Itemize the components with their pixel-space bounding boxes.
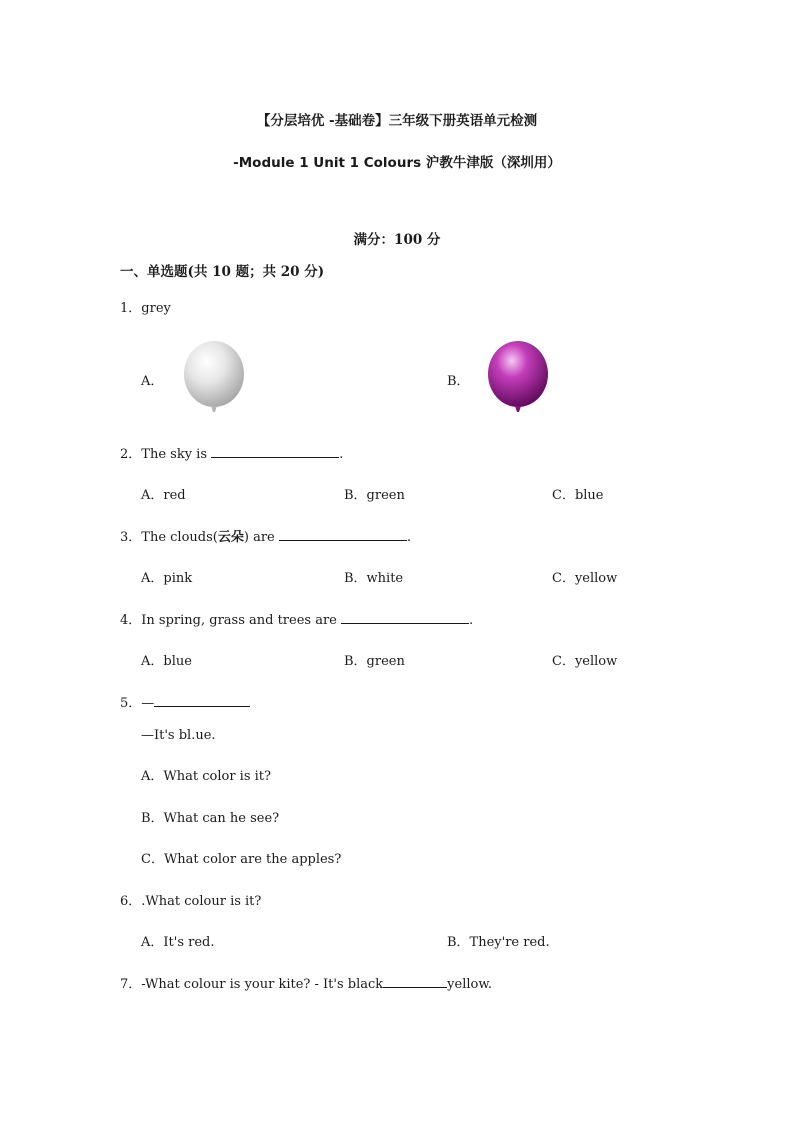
question-3	[120, 526, 411, 545]
question-4	[120, 609, 473, 628]
period: .	[339, 447, 344, 462]
question-text: grey	[141, 301, 171, 316]
option-c[interactable]: C．yellow	[552, 571, 618, 586]
question-number: 7．	[120, 977, 142, 992]
question-number: 5．	[120, 696, 142, 711]
answer-blank[interactable]	[154, 693, 250, 707]
answer-blank[interactable]	[383, 974, 447, 988]
title-line-1: 【分层培优 -基础卷】三年级下册英语单元检测	[256, 113, 538, 129]
question-number: 2．	[120, 447, 142, 462]
grey-balloon-image[interactable]	[180, 340, 250, 416]
question-number: 4．	[120, 613, 142, 628]
question-number: 3．	[120, 530, 142, 545]
purple-balloon-image[interactable]	[484, 340, 554, 416]
question-text: In spring, grass and trees are	[141, 613, 337, 628]
option-b[interactable]: B．What can he see?	[141, 811, 280, 826]
period: .	[469, 613, 474, 628]
question-text-end: ) are	[243, 530, 275, 545]
option-c[interactable]: C．blue	[552, 488, 604, 503]
answer-blank[interactable]	[279, 527, 407, 541]
dialogue-dash: —	[141, 696, 155, 711]
question-2	[120, 443, 343, 462]
question-text: The sky is	[141, 447, 208, 462]
question-7	[120, 973, 492, 992]
question-number: 6．	[120, 894, 142, 909]
title-line-2: -Module 1 Unit 1 Colours 沪教牛津版（深圳用）	[233, 155, 561, 171]
chinese-gloss: 云朵	[217, 530, 244, 545]
option-b[interactable]: B．green	[344, 488, 405, 503]
section-heading: 一、单选题(共 10 题；共 20 分)	[120, 264, 325, 280]
question-text: .What colour is it?	[141, 894, 262, 909]
question-1	[120, 297, 171, 316]
question-number: 1．	[120, 301, 142, 316]
option-c[interactable]: C．yellow	[552, 654, 618, 669]
option-c[interactable]: C．What color are the apples?	[141, 852, 342, 867]
option-b[interactable]: B．white	[344, 571, 404, 586]
option-a[interactable]: A．It's red.	[141, 935, 215, 950]
period: .	[406, 530, 412, 545]
answer-blank[interactable]	[211, 444, 339, 458]
option-a[interactable]: A．pink	[141, 571, 193, 586]
answer-blank[interactable]	[341, 610, 469, 624]
question-text: -What colour is your kite? - It's black	[141, 977, 384, 992]
question-5	[120, 692, 250, 711]
dialogue-reply: —It's bl.ue.	[141, 728, 216, 743]
question-6	[120, 890, 261, 909]
option-a[interactable]: A．What color is it?	[141, 769, 271, 784]
question-text-end: yellow.	[447, 977, 493, 992]
option-a[interactable]: A．red	[141, 488, 186, 503]
full-score: 满分：100 分	[353, 232, 441, 248]
option-b[interactable]: B．green	[344, 654, 405, 669]
question-text: The clouds(	[141, 530, 218, 545]
option-a-label[interactable]: A．	[141, 374, 164, 389]
option-b[interactable]: B．They're red.	[447, 935, 550, 950]
option-b-label[interactable]: B．	[447, 374, 470, 389]
option-a[interactable]: A．blue	[141, 654, 192, 669]
